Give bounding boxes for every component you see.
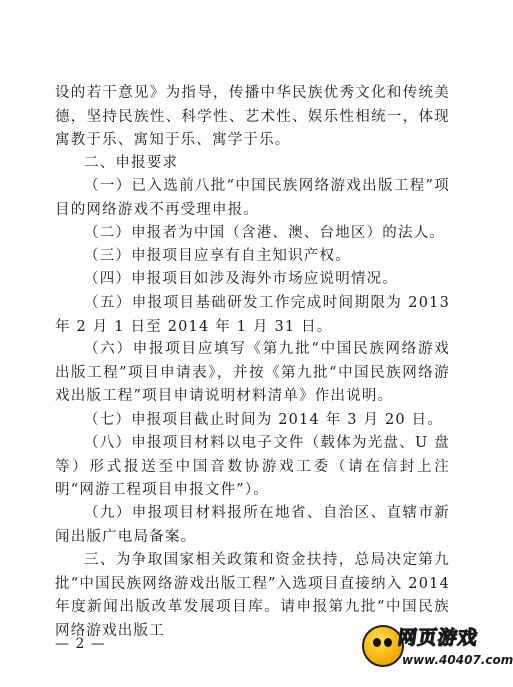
requirement-item-2: （二）申报者为中国（含港、澳、台地区）的法人。 <box>84 225 446 241</box>
requirement-item-9: （九）申报项目材料报所在地省、自治区、直辖市新闻出版广电局备案。 <box>55 505 450 545</box>
requirement-item-1: （一）已入选前八批“中国民族网络游戏出版工程”项目的网络游戏不再受理申报。 <box>55 178 450 218</box>
site-watermark <box>362 619 513 681</box>
requirement-item-8: （八）申报项目材料以电子文件（载体为光盘、U 盘等）形式报送至中国音数协游戏工委（请在信封上注明“网游工程项目申报文件”）。 <box>55 435 450 498</box>
requirement-item-6: （六）申报项目应填写《第九批“中国民族网络游戏出版工程”项目申请表》，并按《第九批“中国民族网络游戏出版工程”项目申请说明材料清单》作出说明。 <box>55 341 450 404</box>
requirement-item-3: （三）申报项目应享有自主知识产权。 <box>84 248 351 264</box>
requirement-item-7: （七）申报项目截止时间为 2014 年 3 月 20 日。 <box>84 412 444 428</box>
page-number: — 2 — <box>55 636 106 652</box>
paragraph-policy-support: 三、为争取国家相关政策和资金扶持，总局决定第九批“中国民族网络游戏出版工程”入选项目直接纳入 2014 年度新闻出版改革发展项目库。请申报第九批“中国民族网络游戏出版工 <box>55 552 450 639</box>
requirement-item-5: （五）申报项目基础研发工作完成时间期限为 2013 年 2 月 1 日至 2014 年 1 月 31 日。 <box>55 295 450 335</box>
section-heading-requirements: 二、申报要求 <box>84 155 179 171</box>
watermark-url: www.40407.com <box>402 653 513 667</box>
watermark-title: 网页游戏 <box>396 627 480 649</box>
paragraph-guideline-continuation: 设的若干意见》为指导，传播中华民族优秀文化和传统美德，坚持民族性、科学性、艺术性、娱乐性相统一，体现寓教于乐、寓知于乐、寓学于乐。 <box>55 85 450 148</box>
requirement-item-4: （四）申报项目如涉及海外市场应说明情况。 <box>84 271 398 287</box>
